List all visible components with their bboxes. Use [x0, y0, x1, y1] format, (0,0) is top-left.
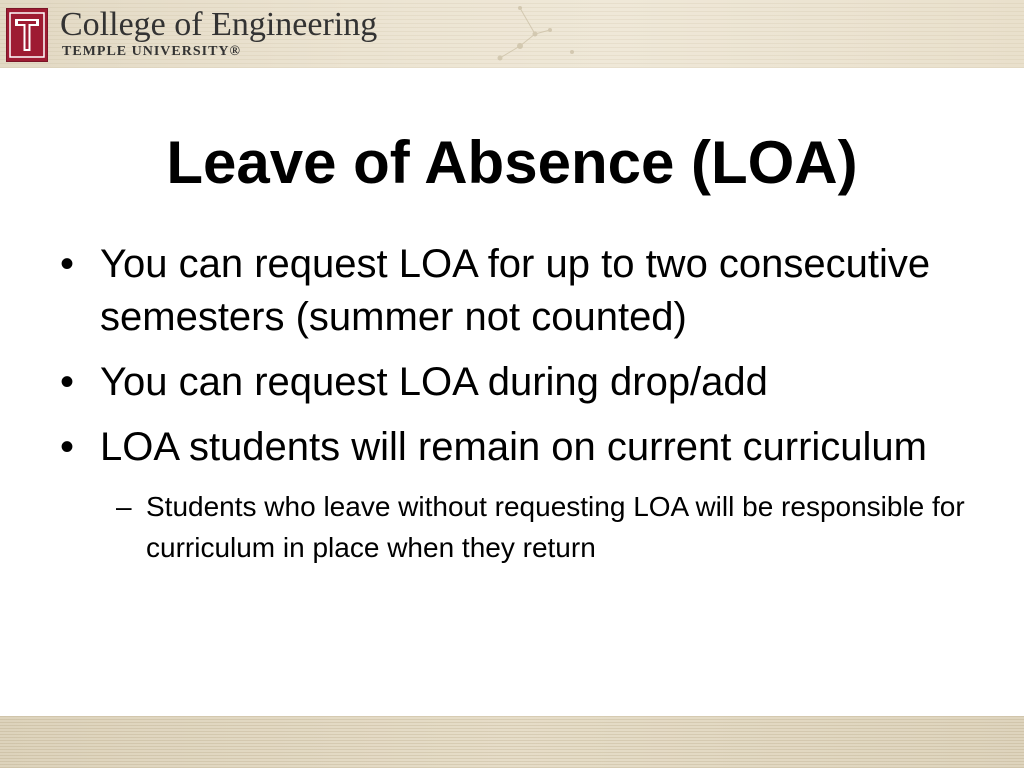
bullet-text: You can request LOA during drop/add: [100, 360, 768, 404]
bullet-item: [60, 421, 980, 474]
footer-band: [0, 716, 1024, 768]
university-name: TEMPLE UNIVERSITY®: [62, 44, 241, 59]
temple-logo: [6, 8, 48, 62]
sub-bullet-mark: –: [116, 491, 132, 522]
sub-bullet-text: Students who leave without requesting LOA will be responsible for curriculum in place when they return: [146, 491, 965, 563]
slide-title: Leave of Absence (LOA): [166, 129, 858, 196]
bullet-item: [60, 238, 980, 344]
constellation-decoration: [480, 0, 1024, 68]
bullet-text: LOA students will remain on current curriculum: [100, 425, 927, 469]
temple-t-logo-icon: [7, 9, 47, 61]
slide-content: [60, 238, 980, 568]
bullet-mark: •: [60, 360, 75, 404]
college-name: College of Engineering: [60, 6, 378, 43]
bullet-item: [60, 356, 980, 409]
header-band: [0, 0, 1024, 68]
sub-bullet-item: [60, 486, 980, 568]
bullet-mark: •: [60, 242, 75, 286]
bullet-mark: •: [60, 425, 75, 469]
bullet-text: You can request LOA for up to two consecutive semesters (summer not counted): [100, 242, 931, 339]
